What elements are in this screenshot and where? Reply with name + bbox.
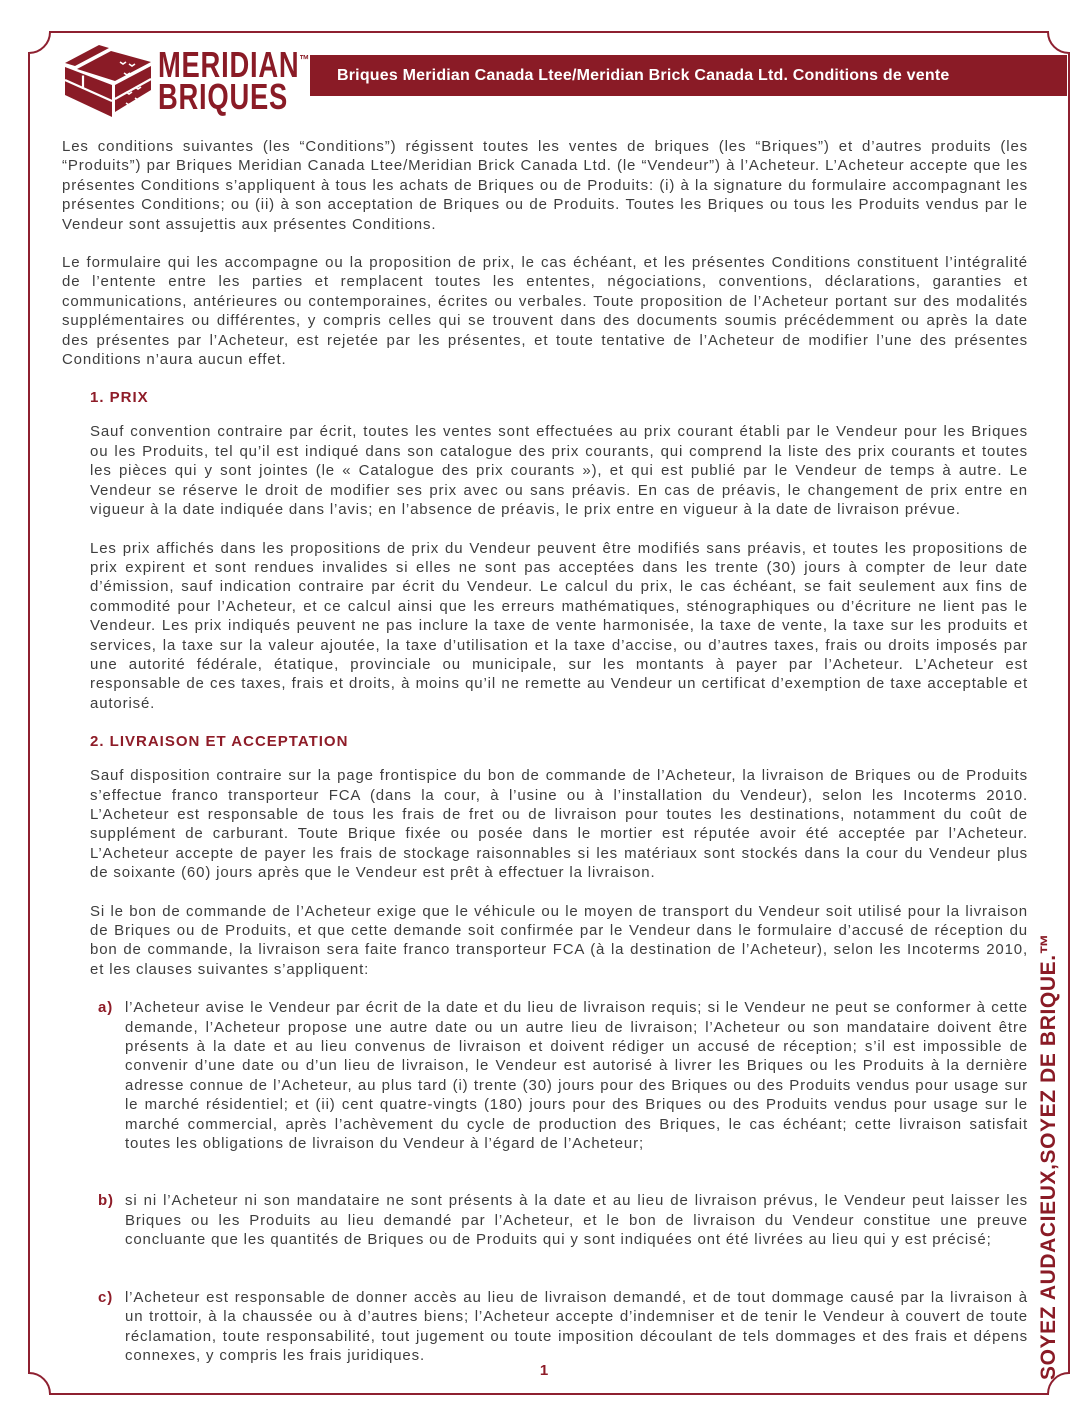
clause-c-text: l’Acheteur est responsable de donner accès au lieu de livraison demandé, et de tout dommage causé par la livraison à un trottoir, à la chaussée ou à d’autres biens; l’Acheteur accepte d’indemniser et de tenir le Vendeur à couvert de toute réclamation, toute responsabilité, tout jugement ou toute imposition découlant de tels dommages et des frais et dépens connexes, y compris les frais juridiques. <box>125 1288 1028 1364</box>
brick-stack-icon <box>62 38 154 120</box>
trademark-symbol: ™ <box>299 52 310 67</box>
document-body <box>62 137 1028 1403</box>
clause-b-marker: b) <box>98 1192 114 1210</box>
title-banner <box>310 55 1067 96</box>
clause-a-marker: a) <box>98 999 114 1017</box>
section-heading-livraison: 2. LIVRAISON ET ACCEPTATION <box>90 733 349 751</box>
section-livraison-paragraph-2: Si le bon de commande de l’Acheteur exige que le véhicule ou le moyen de transport du Vendeur soit utilisé pour la livraison de Briques ou de Produits, et que cette demande soit confirmée par le Vendeur dans le formulaire d’accusé de réception du bon de commande, la livraison sera faite franco transporteur FCA (à la destination de l’Acheteur), selon les Incoterms 2010, et les clauses suivantes s’appliquent: <box>90 902 1028 978</box>
clause-b <box>98 1191 1028 1268</box>
clause-a-text: l’Acheteur avise le Vendeur par écrit de la date et du lieu de livraison requis; si le Vendeur ne peut se conformer à cette demande, l’Acheteur propose une autre date ou un autre lieu de livraison; l’Acheteur ou son mandataire doivent être présents à la date et au lieu convenus de livraison et doivent rédiger un accusé de réception; s’il est impossible de convenir d’une date ou d’un lieu de livraison, le Vendeur est autorisé à livrer les Briques ou les Produits à la dernière adresse connue de l’Acheteur, au plus tard (i) trente (30) jours pour des Briques ou des Produits vendus pour usage sur le marché résidentiel; et (ii) cent quatre-vingts (180) jours pour des Briques ou des Produits vendus pour usage sur le marché commercial, après l’achèvement du cycle de production des Briques, le cas échéant; cette livraison satisfait toutes les obligations de livraison du Vendeur à l’égard de l’Acheteur; <box>125 999 1028 1153</box>
clause-c-marker: c) <box>98 1288 114 1306</box>
section-heading-prix: 1. PRIX <box>90 389 149 407</box>
logo-wordmark <box>158 44 310 117</box>
clause-b-text: si ni l’Acheteur ni son mandataire ne sont présents à la date et au lieu de livraison prévus, le Vendeur peut laisser les Briques ou les Produits au lieu demandé par l’Acheteur, et le bon de livraison du Vendeur constitue une preuve concluante que les quantités de Briques ou de Produits qui y sont indiquées ont été livrées au lieu qui y est précisé; <box>125 1192 1028 1249</box>
section-livraison-paragraph-1: Sauf disposition contraire sur la page frontispice du bon de commande de l’Acheteur, la livraison de Briques ou de Produits s’effectue franco transporteur FCA (dans la cour, à l’usine ou à l’installation du Vendeur), selon les Incoterms 2010. L’Acheteur est responsable de tous les frais de fret ou de livraison pour toutes les destinations, notamment du coût de supplément de carburant. Toute Brique fixée ou posée dans le mortier est réputée avoir été acceptée par l’Acheteur. L’Acheteur accepte de payer les frais de stockage raisonnables si les matériaux sont stockés dans la cour du Vendeur plus de soixante (60) jours après que le Vendeur est prêt à effectuer la livraison. <box>90 767 1028 882</box>
clause-a <box>98 998 1028 1172</box>
section-prix <box>90 388 1028 713</box>
page-number: 1 <box>539 1362 549 1379</box>
document-title: Briques Meridian Canada Ltee/Meridian Brick Canada Ltd. Conditions de vente <box>337 66 950 84</box>
intro-paragraph-1: Les conditions suivantes (les “Conditions”) régissent toutes les ventes de briques (les “Briques”) et d’autres produits (les “Produits”) par Briques Meridian Canada Ltee/Meridian Brick Canada Ltd. (le “Vendeur”) à l’Acheteur. L’Acheteur accepte que les présentes Conditions s’appliquent à tous les achats de Briques ou de Produits: (i) à la signature du formulaire accompagnant les présentes Conditions; ou (ii) à son acceptation de Briques ou de Produits. Toutes les Briques ou tous les Produits vendus par le Vendeur sont assujettis aux présentes Conditions. <box>62 138 1028 233</box>
section-livraison <box>90 732 1028 1384</box>
section-prix-paragraph-1: Sauf convention contraire par écrit, toutes les ventes sont effectuées au prix courant établi par le Vendeur pour les Briques ou les Produits, tel qu’il est indiqué dans son catalogue des prix courants, qui comprend la liste des prix courants et toutes les pièces qui y sont jointes (le « Catalogue des prix courants »), et qui est publié par le Vendeur de temps à autre. Le Vendeur se réserve le droit de modifier ses prix avec ou sans préavis. En cas de préavis, le changement de prix entre en vigueur à la date indiquée dans l’avis; en l’absence de préavis, le prix entre en vigueur à la date de livraison prévue. <box>90 423 1028 519</box>
intro-paragraph-2: Le formulaire qui les accompagne ou la proposition de prix, le cas échéant, et les présentes Conditions constituent l’intégralité de l’entente entre les parties et remplacent toutes les ententes, négociations, conventions, déclarations, garanties et communications, antérieures ou contemporaines, écrites ou verbales. Toute proposition de l’Acheteur portant sur des modalités supplémentaires ou différentes, y compris celles qui se trouvent dans des documents soumis précédemment ou après la date des présentes par l’Acheteur, est rejetée par les présentes, et toute tentative de l’Acheteur de modifier l’une des présentes Conditions n’aura aucun effet. <box>62 254 1028 369</box>
vertical-tagline: SOYEZ AUDACIEUX,SOYEZ DE BRIQUE.™ <box>1037 932 1060 1380</box>
logo-line1: MERIDIAN <box>158 44 300 85</box>
logo-line2: BRIQUES <box>158 76 288 117</box>
section-prix-paragraph-2: Les prix affichés dans les propositions de prix du Vendeur peuvent être modifiés sans préavis, et toutes les propositions de prix expirent et sont rendues invalides si elles ne sont pas acceptées dans les trente (30) jours à compter de leur date d’émission, sauf indication contraire par écrit du Vendeur. Le calcul du prix, le cas échéant, se fait seulement aux fins de commodité pour l’Acheteur, et ce calcul ainsi que les erreurs mathématiques, sténographiques ou d’écriture ne lient pas le Vendeur. Les prix indiqués peuvent ne pas inclure la taxe de vente harmonisée, la taxe de vente, la taxe sur les produits et services, la taxe sur la valeur ajoutée, la taxe d’utilisation et la taxe d’accise, ou d’autres taxes, frais ou droits imposés par une autorité fédérale, étatique, provinciale ou municipale, sur les montants à payer par l’Acheteur. L’Acheteur est responsable de ces taxes, frais et droits, à moins qu’il ne remette au Vendeur un certificat d’exemption de taxe acceptable et autorisé. <box>90 539 1028 712</box>
